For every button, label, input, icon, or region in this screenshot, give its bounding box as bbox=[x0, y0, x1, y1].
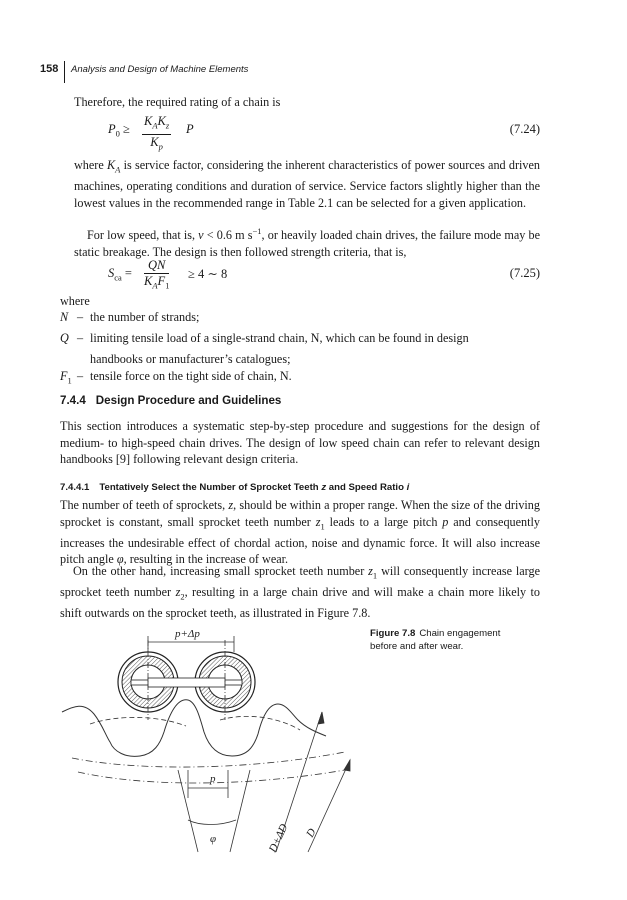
dim-label-d-delta: D+ΔD bbox=[266, 822, 291, 855]
figure-chain-engagement bbox=[60, 620, 355, 860]
running-title: Analysis and Design of Machine Elements bbox=[71, 64, 249, 75]
sprocket-paragraph-2: On the other hand, increasing small sprocket teeth number $z_1$ will consequently increase large sprocket teeth number $z_2$, resulting in a large chain drive and will make a chain more likely to shift outwards on the sprocket teeth, as illustrated in Figure 7.8. bbox=[60, 564, 541, 621]
eq-lhs: $P_0$ ≥ bbox=[108, 122, 130, 139]
definition-continuation: handbooks or manufacturer’s catalogues; bbox=[90, 352, 291, 367]
service-factor-paragraph: where $K_A$ is service factor, considering the inherent characteristics of power sources and driven machines, operating conditions and duration of service. Service factors slightly higher than the lowest values in the recommended range in Table 2.1 can be selected for a given application. bbox=[74, 158, 541, 210]
figure-caption: Figure 7.8 Chain engagement before and after wear. bbox=[370, 628, 501, 652]
equation-number: (7.24) bbox=[509, 122, 540, 136]
low-speed-paragraph: For low speed, that is, v < 0.6 m $s^{-1}$, or heavily loaded chain drives, the failure mode may be static breakage. The design is then followed strength criteria, that is, bbox=[74, 226, 540, 259]
eq-fraction: QN $K_AF_1$ bbox=[144, 258, 170, 291]
eq-lhs: $S_{ca}$ = bbox=[108, 266, 132, 283]
subsection-heading: 7.4.4.1 Tentatively Select the Number of Sprocket Teeth z and Speed Ratio i bbox=[60, 482, 410, 493]
intro-paragraph: Therefore, the required rating of a chain is bbox=[74, 95, 281, 109]
dim-label-p: p bbox=[210, 773, 216, 785]
chain-engagement-diagram bbox=[60, 620, 355, 860]
dim-label-d: D bbox=[304, 826, 319, 840]
eq-rhs: ≥ 4 ∼ 8 bbox=[188, 267, 228, 281]
where-label: where bbox=[60, 294, 90, 308]
definition-list bbox=[60, 309, 540, 389]
definition-item: N – the number of strands; bbox=[60, 310, 200, 324]
dim-label-phi: φ bbox=[210, 833, 217, 845]
page-number: 158 bbox=[40, 63, 59, 75]
header-divider bbox=[64, 61, 65, 83]
equation-7-25 bbox=[74, 254, 540, 294]
eq-fraction: $K_AK_z$ $K_p$ bbox=[144, 114, 170, 151]
section-body: This section introduces a systematic step-by-step procedure and suggestions for the design of medium- to high-speed chain drives. The design of low speed chain can refer to relevant design handbooks [9] following relevant design criteria. bbox=[60, 419, 540, 467]
definition-item: Q – limiting tensile load of a single-strand chain, N, which can be found in design bbox=[60, 331, 469, 346]
eq-tail: P bbox=[186, 122, 194, 136]
equation-number: (7.25) bbox=[509, 266, 540, 280]
section-heading: 7.4.4 Design Procedure and Guidelines bbox=[60, 394, 282, 407]
sprocket-paragraph-1: The number of teeth of sprockets, z, should be within a proper range. When the size of the driving sprocket is constant, small sprocket teeth number $z_1$ leads to a large pitch p and consequently increases the undesirable effect of chordal action, noise and dynamic force. It will also increase pitch angle φ, resulting in the increase of wear. bbox=[60, 498, 541, 567]
equation-7-24 bbox=[74, 110, 540, 150]
dim-label-p-delta: p+Δp bbox=[175, 628, 200, 640]
definition-item: $F_1$ – tensile force on the tight side of chain, N. bbox=[60, 368, 292, 386]
page-header bbox=[40, 61, 600, 81]
